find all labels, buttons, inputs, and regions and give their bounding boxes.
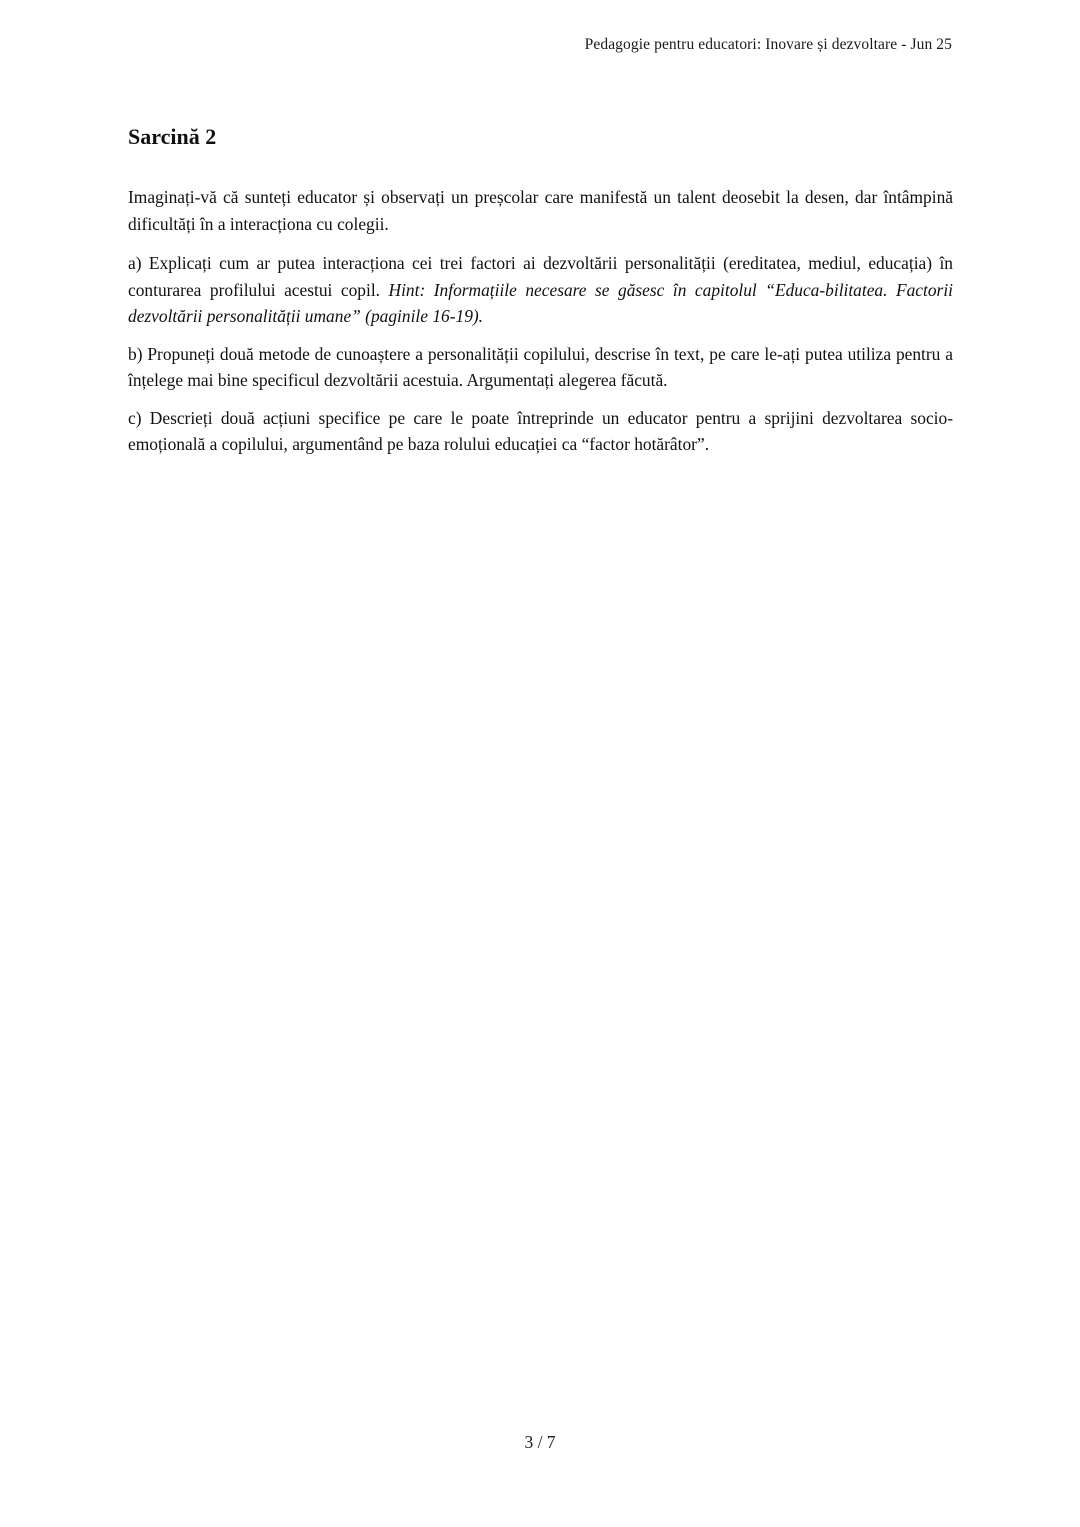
task-title: Sarcină 2 [128, 124, 217, 149]
task-item-a-hint: Hint: Informațiile necesare se găsesc în capitolul “Educa-bilitatea. Factorii dezvoltării personalității umane” (paginile 16-19). [128, 279, 953, 326]
task-item-a-text: a) Explicați cum ar putea interacționa cei trei factori ai dezvoltării personalității (ereditatea, mediul, educația) în conturarea profilului acestui copil. [128, 253, 953, 300]
page-number: 3 / 7 [524, 1432, 556, 1452]
task-intro-paragraph: Imaginați-vă că sunteți educator și observați un preșcolar care manifestă un talent deosebit la desen, dar întâmpină dificultăți în a interacționa cu colegii. [128, 187, 953, 234]
task-item-a [128, 250, 953, 330]
task-section [128, 122, 953, 469]
task-item-b: b) Propuneți două metode de cunoaștere a personalității copilului, descrise în text, pe care le-ați putea utiliza pentru a înțelege mai bine specificul dezvoltării acestuia. Argumentați alegerea făcută. [128, 343, 953, 390]
running-header: Pedagogie pentru educatori: Inovare și dezvoltare - Jun 25 [584, 36, 952, 53]
task-item-c: c) Descrieți două acțiuni specifice pe care le poate întreprinde un educator pentru a sprijini dezvoltarea socio-emoțională a copilului, argumentând pe baza rolului educației ca “factor hotărâtor”. [128, 407, 953, 454]
